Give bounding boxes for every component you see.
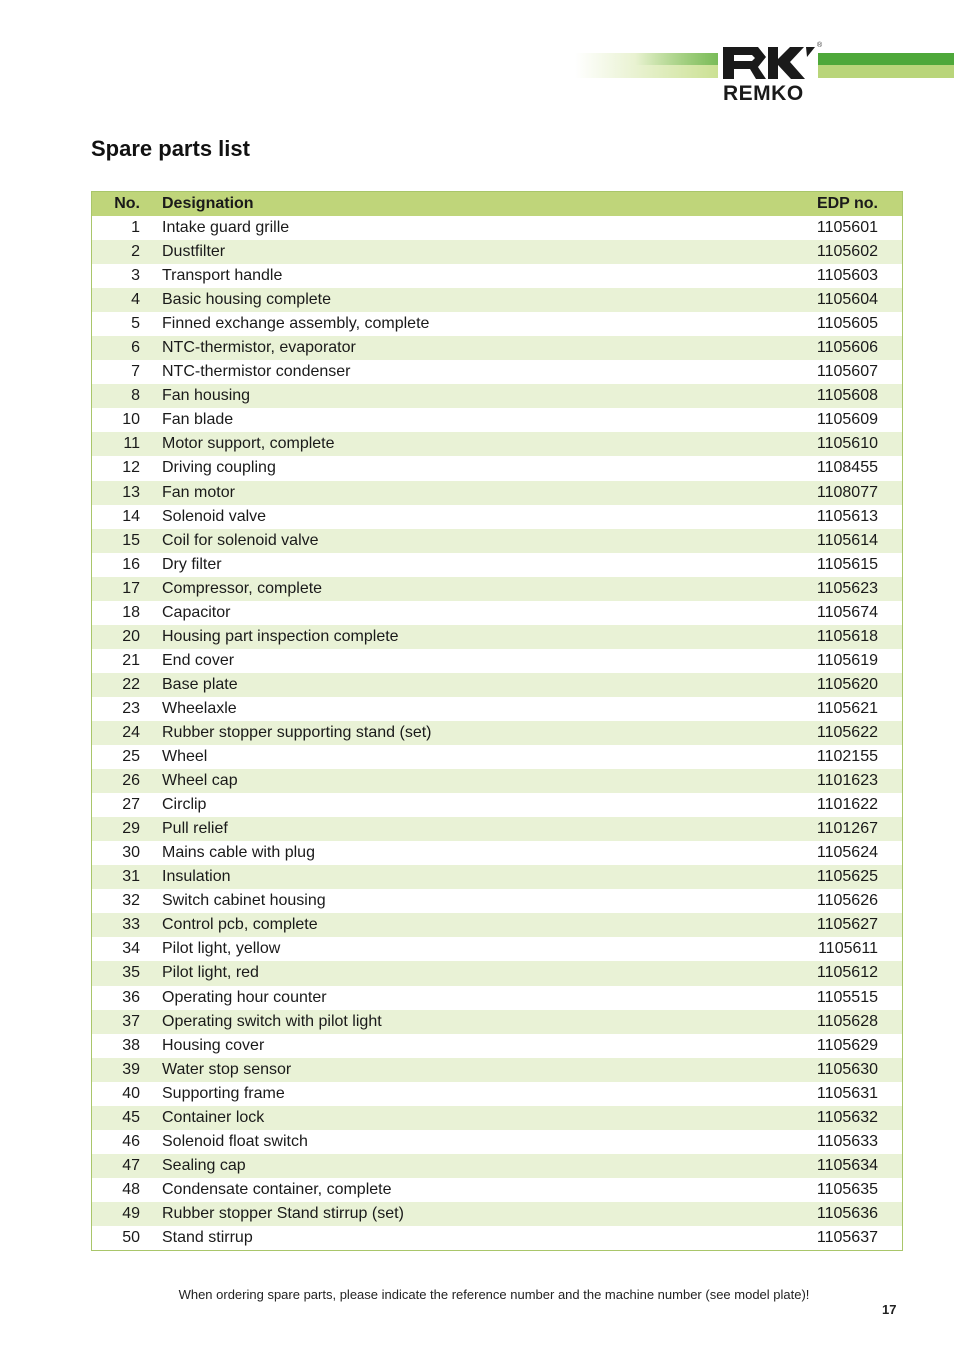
spare-parts-table — [91, 191, 903, 1251]
cell-edp: 1105603 — [816, 267, 878, 285]
cell-no: 11 — [123, 435, 140, 453]
cell-designation: End cover — [162, 651, 235, 669]
cell-no: 22 — [122, 675, 140, 693]
table-row — [92, 1226, 902, 1250]
cell-designation: Compressor, complete — [162, 579, 323, 597]
table-row — [92, 673, 902, 697]
cell-designation: Pilot light, yellow — [162, 940, 281, 958]
table-row — [92, 505, 902, 529]
cell-designation: NTC-thermistor condenser — [162, 363, 351, 381]
cell-edp: 1105622 — [816, 724, 878, 741]
cell-no: 10 — [122, 411, 140, 429]
cell-no: 30 — [122, 844, 140, 862]
table-row — [92, 937, 902, 961]
cell-designation: Circlip — [162, 796, 207, 814]
cell-edp: 1105674 — [816, 603, 878, 621]
table-row — [92, 360, 902, 384]
cell-edp: 1105633 — [816, 1132, 878, 1150]
table-row — [92, 745, 902, 769]
cell-designation: Transport handle — [162, 267, 283, 285]
cell-no: 32 — [122, 892, 140, 910]
cell-no: 34 — [122, 940, 140, 958]
cell-edp: 1105618 — [816, 627, 878, 645]
cell-designation: Control pcb, complete — [162, 916, 318, 934]
cell-no: 36 — [122, 988, 140, 1006]
cell-designation: Insulation — [162, 868, 231, 886]
cell-edp: 1105637 — [816, 1228, 878, 1246]
table-row — [92, 986, 902, 1010]
cell-no: 7 — [131, 363, 140, 381]
cell-designation: Solenoid valve — [162, 507, 267, 525]
cell-edp: 1105623 — [816, 579, 878, 597]
table-row — [92, 769, 902, 793]
cell-no: 3 — [131, 267, 140, 285]
table-row — [92, 408, 902, 432]
cell-edp: 1105631 — [816, 1084, 878, 1102]
table-row — [92, 1082, 902, 1106]
table-row — [92, 1178, 902, 1202]
table-row — [92, 961, 902, 985]
table-row — [92, 216, 902, 240]
cell-no: 20 — [122, 627, 140, 645]
cell-edp: 1105613 — [816, 507, 878, 525]
cell-edp: 1105626 — [816, 892, 878, 910]
cell-edp: 1101623 — [816, 772, 878, 790]
page-title: Spare parts list — [91, 136, 250, 161]
cell-edp: 1105610 — [816, 435, 878, 453]
cell-edp: 1105628 — [816, 1012, 878, 1030]
table-row — [92, 697, 902, 721]
cell-designation: Mains cable with plug — [162, 844, 315, 862]
cell-edp: 1105630 — [816, 1060, 878, 1078]
cell-edp: 1105629 — [816, 1036, 878, 1054]
cell-designation: Condensate container, complete — [162, 1180, 392, 1198]
cell-edp: 1105625 — [816, 868, 878, 886]
cell-no: 8 — [131, 387, 140, 405]
table-row — [92, 529, 902, 553]
cell-no: 14 — [122, 507, 140, 525]
table-row — [92, 432, 902, 456]
cell-edp: 1105607 — [816, 363, 878, 381]
table-row — [92, 625, 902, 649]
cell-edp: 1105612 — [816, 964, 878, 982]
cell-designation: Rubber stopper supporting stand (set) — [162, 724, 432, 741]
cell-no: 21 — [122, 651, 140, 669]
header-no: No. — [114, 195, 140, 212]
table-row — [92, 865, 902, 889]
cell-edp: 1108455 — [816, 459, 878, 477]
table-row — [92, 481, 902, 505]
cell-edp: 1101267 — [816, 820, 878, 838]
cell-edp: 1105621 — [816, 699, 878, 717]
cell-designation: Rubber stopper Stand stirrup (set) — [162, 1204, 404, 1222]
cell-no: 33 — [122, 916, 140, 934]
cell-edp: 1105636 — [816, 1204, 878, 1222]
cell-designation: Wheel — [162, 748, 208, 766]
cell-designation: Base plate — [162, 675, 238, 693]
cell-designation: Wheelaxle — [162, 699, 237, 717]
cell-designation: Switch cabinet housing — [162, 892, 326, 910]
cell-designation: Intake guard grille — [162, 219, 290, 237]
cell-no: 5 — [131, 315, 140, 333]
cell-designation: Finned exchange assembly, complete — [162, 315, 430, 333]
cell-designation: Stand stirrup — [162, 1228, 253, 1246]
table-row — [92, 240, 902, 264]
cell-no: 24 — [122, 724, 140, 741]
cell-edp: 1105604 — [816, 291, 878, 309]
cell-edp: 1105614 — [816, 531, 878, 549]
cell-edp: 1105627 — [816, 916, 878, 934]
cell-designation: Coil for solenoid valve — [162, 531, 319, 549]
table-row — [92, 456, 902, 480]
cell-designation: Solenoid float switch — [162, 1132, 308, 1150]
table-row — [92, 1130, 902, 1154]
table-row — [92, 889, 902, 913]
table-row — [92, 1010, 902, 1034]
cell-no: 17 — [122, 579, 140, 597]
header-designation: Designation — [162, 195, 254, 212]
cell-edp: 1105620 — [816, 675, 878, 693]
cell-edp: 1101622 — [816, 796, 878, 814]
cell-designation: Water stop sensor — [162, 1060, 292, 1078]
table-row — [92, 649, 902, 673]
cell-no: 29 — [122, 820, 140, 838]
table-row — [92, 1154, 902, 1178]
cell-no: 27 — [122, 796, 140, 814]
cell-designation: Pull relief — [162, 820, 228, 838]
cell-no: 37 — [122, 1012, 140, 1030]
cell-no: 31 — [122, 868, 140, 886]
cell-no: 4 — [131, 291, 140, 309]
table-row — [92, 336, 902, 360]
header-edp: EDP no. — [816, 195, 878, 212]
cell-edp: 1105609 — [816, 411, 878, 429]
cell-no: 39 — [122, 1060, 140, 1078]
cell-designation: Basic housing complete — [162, 291, 331, 309]
cell-edp: 1105605 — [816, 315, 878, 333]
table-header-row — [92, 192, 902, 216]
cell-no: 48 — [122, 1180, 140, 1198]
table-row — [92, 577, 902, 601]
cell-designation: Capacitor — [162, 603, 231, 621]
table-row — [92, 601, 902, 625]
table-row — [92, 1106, 902, 1130]
cell-designation: Wheel cap — [162, 772, 238, 790]
cell-designation: NTC-thermistor, evaporator — [162, 339, 356, 357]
cell-edp: 1105515 — [816, 988, 878, 1006]
logo-wordmark: REMKO — [720, 83, 807, 105]
cell-no: 13 — [122, 483, 140, 501]
cell-designation: Dustfilter — [162, 243, 226, 261]
cell-no: 47 — [122, 1156, 140, 1174]
table-row — [92, 793, 902, 817]
table-row — [92, 913, 902, 937]
cell-no: 1 — [131, 219, 140, 237]
cell-designation: Supporting frame — [162, 1084, 285, 1102]
cell-edp: 1105602 — [816, 243, 878, 261]
cell-designation: Motor support, complete — [162, 435, 335, 453]
cell-no: 12 — [122, 459, 140, 477]
cell-no: 40 — [122, 1084, 140, 1102]
cell-no: 26 — [122, 772, 140, 790]
cell-designation: Operating hour counter — [162, 988, 327, 1006]
cell-no: 25 — [122, 748, 140, 766]
cell-no: 15 — [122, 531, 140, 549]
cell-edp: 1105601 — [816, 219, 878, 237]
cell-designation: Housing cover — [162, 1036, 265, 1054]
table-row — [92, 1202, 902, 1226]
cell-no: 50 — [122, 1228, 140, 1246]
cell-designation: Dry filter — [162, 555, 222, 573]
cell-designation: Pilot light, red — [162, 964, 259, 982]
cell-edp: 1105624 — [816, 844, 878, 862]
cell-no: 35 — [122, 964, 140, 982]
cell-designation: Fan housing — [162, 387, 251, 405]
cell-no: 23 — [122, 699, 140, 717]
logo-registered-mark: ® — [817, 42, 823, 49]
table-row — [92, 817, 902, 841]
table-row — [92, 1058, 902, 1082]
table-row — [92, 384, 902, 408]
cell-edp: 1102155 — [816, 748, 878, 766]
cell-no: 2 — [131, 243, 140, 261]
ordering-footnote: When ordering spare parts, please indicate the reference number and the machine number (see model plate)! — [178, 1287, 810, 1302]
table-row — [92, 1034, 902, 1058]
cell-no: 18 — [122, 603, 140, 621]
table-row — [92, 841, 902, 865]
cell-designation: Housing part inspection complete — [162, 627, 399, 645]
table-row — [92, 288, 902, 312]
cell-edp: 1105608 — [816, 387, 878, 405]
cell-designation: Operating switch with pilot light — [162, 1012, 382, 1030]
cell-edp: 1108077 — [816, 483, 878, 501]
cell-designation: Sealing cap — [162, 1156, 246, 1174]
remko-logo — [718, 43, 826, 105]
table-row — [92, 312, 902, 336]
cell-edp: 1105635 — [816, 1180, 878, 1198]
cell-edp: 1105619 — [816, 651, 878, 669]
table-row — [92, 721, 902, 745]
remko-logo-mark — [718, 43, 818, 83]
cell-edp: 1105632 — [816, 1108, 878, 1126]
cell-edp: 1105634 — [816, 1156, 878, 1174]
cell-designation: Driving coupling — [162, 459, 276, 477]
cell-no: 6 — [131, 339, 140, 357]
cell-designation: Fan motor — [162, 483, 235, 501]
cell-no: 45 — [122, 1108, 140, 1126]
cell-no: 49 — [122, 1204, 140, 1222]
table-row — [92, 264, 902, 288]
cell-designation: Container lock — [162, 1108, 265, 1126]
cell-edp: 1105611 — [818, 940, 878, 958]
cell-no: 38 — [122, 1036, 140, 1054]
cell-designation: Fan blade — [162, 411, 234, 429]
table-row — [92, 553, 902, 577]
cell-edp: 1105606 — [816, 339, 878, 357]
cell-no: 46 — [122, 1132, 140, 1150]
cell-no: 16 — [122, 555, 140, 573]
page-number: 17 — [882, 1302, 897, 1317]
cell-edp: 1105615 — [816, 555, 878, 573]
